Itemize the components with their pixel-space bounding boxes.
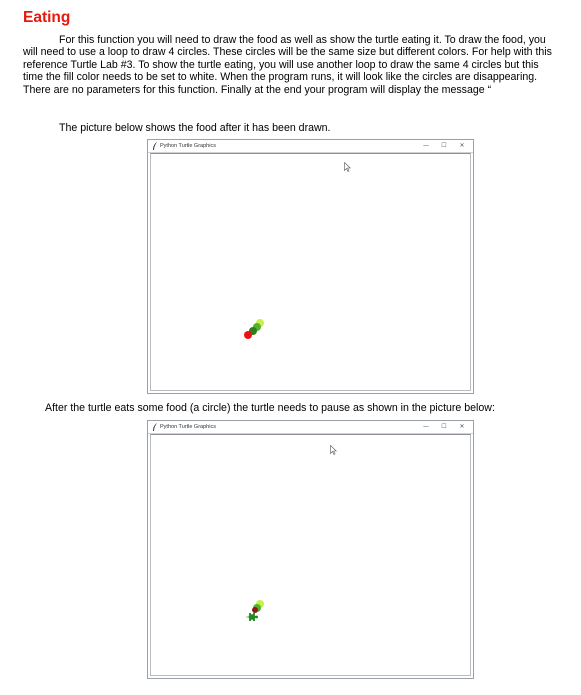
food-scene bbox=[151, 154, 472, 392]
eating-scene bbox=[151, 435, 472, 677]
feather-icon bbox=[152, 423, 158, 431]
maximize-button[interactable]: ☐ bbox=[441, 423, 447, 430]
window-title: Python Turtle Graphics bbox=[160, 424, 216, 430]
food-circle-dark-red bbox=[252, 607, 258, 613]
instructions-paragraph: For this function you will need to draw the food as well as show the turtle eating it. To draw the food, you will need to use a loop to draw 4 circles. These circles will be the same size but different colors. For help with this reference Turtle Lab #3. To show the turtle eating, you will use another loop to draw the same 4 circles but this time the fill color needs to be set to white. When the program runs, it will look like the circles are disappearing. There are no parameters for this function. Finally at the end your program will display the message “ bbox=[23, 34, 552, 96]
turtle-window-food-drawn bbox=[147, 139, 474, 394]
close-button[interactable]: ✕ bbox=[459, 142, 465, 149]
food-circle-red bbox=[244, 331, 252, 339]
feather-icon bbox=[152, 142, 158, 150]
figure2-caption: After the turtle eats some food (a circle) the turtle needs to pause as shown in the picture below: bbox=[45, 402, 495, 414]
section-heading: Eating bbox=[23, 9, 71, 26]
turtle-canvas[interactable] bbox=[150, 153, 471, 391]
turtle-window-turtle-eating bbox=[147, 420, 474, 679]
window-titlebar bbox=[148, 421, 473, 434]
turtle-canvas[interactable] bbox=[150, 434, 471, 676]
close-button[interactable]: ✕ bbox=[459, 423, 465, 430]
turtle-icon bbox=[247, 613, 258, 621]
figure1-caption: The picture below shows the food after it has been drawn. bbox=[59, 122, 331, 134]
window-titlebar bbox=[148, 140, 473, 153]
maximize-button[interactable]: ☐ bbox=[441, 142, 447, 149]
minimize-button[interactable]: — bbox=[423, 142, 429, 149]
minimize-button[interactable]: — bbox=[423, 423, 429, 430]
window-title: Python Turtle Graphics bbox=[160, 143, 216, 149]
